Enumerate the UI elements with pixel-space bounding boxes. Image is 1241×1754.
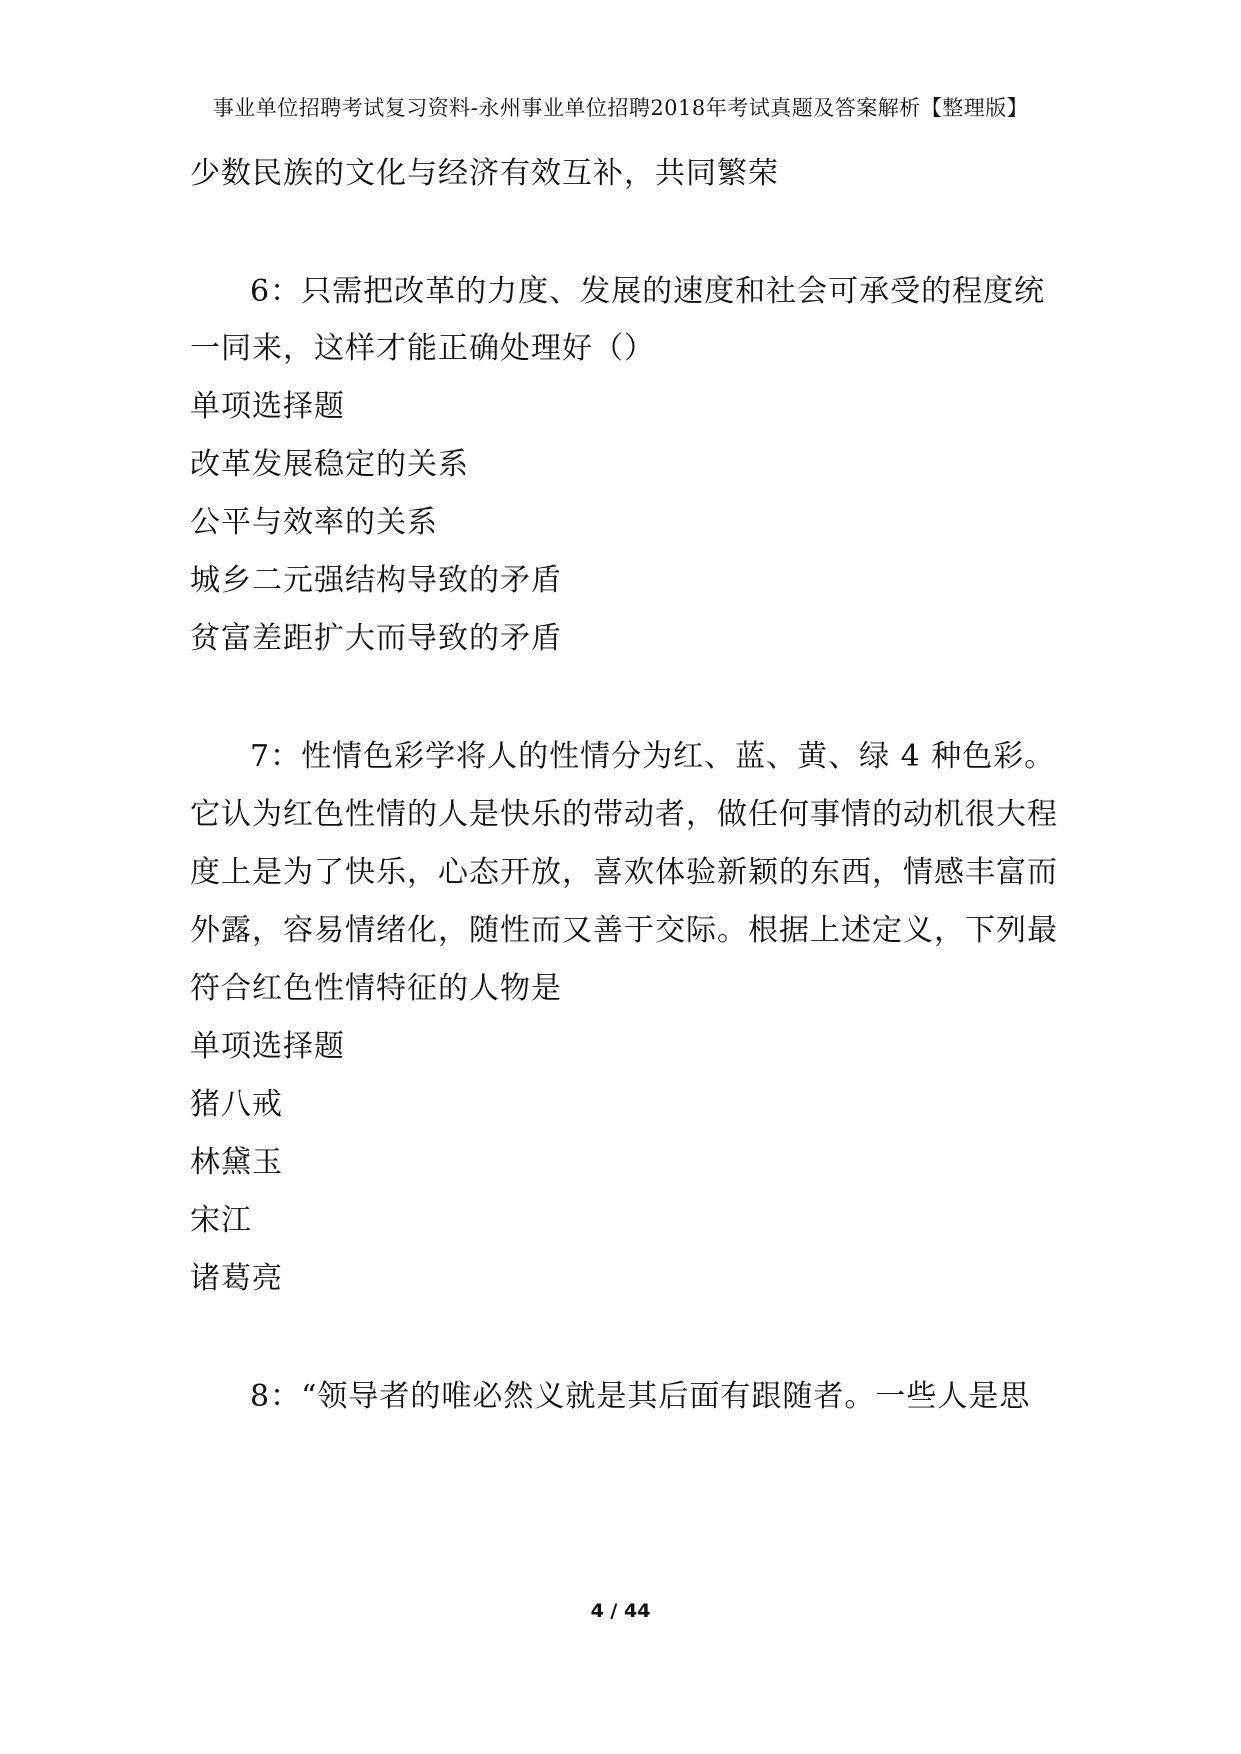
question-7-option: 诸葛亮	[190, 1261, 283, 1296]
question-6-option: 改革发展稳定的关系	[190, 447, 469, 482]
question-7-option: 宋江	[190, 1203, 252, 1238]
question-7-stem-line-3: 度上是为了快乐，心态开放，喜欢体验新颖的东西，情感丰富而	[190, 855, 1058, 890]
question-7-option: 猪八戒	[190, 1087, 283, 1122]
question-7-type: 单项选择题	[190, 1029, 345, 1064]
question-8-stem-line-1: 8：“领导者的唯必然义就是其后面有跟随者。一些人是思	[250, 1379, 1031, 1414]
question-7-option: 林黛玉	[190, 1145, 283, 1180]
question-7-stem-line-1: 7：性情色彩学将人的性情分为红、蓝、黄、绿 4 种色彩。	[250, 739, 1056, 774]
question-7-stem-line-2: 它认为红色性情的人是快乐的带动者，做任何事情的动机很大程	[190, 797, 1058, 832]
page-number: 4 / 44	[590, 1600, 651, 1622]
page-header: 事业单位招聘考试复习资料-永州事业单位招聘2018年考试真题及答案解析【整理版】	[212, 96, 1029, 120]
question-6-type: 单项选择题	[190, 389, 345, 424]
continuation-text: 少数民族的文化与经济有效互补，共同繁荣	[190, 156, 779, 191]
question-7-stem-line-4: 外露，容易情绪化，随性而又善于交际。根据上述定义，下列最	[190, 913, 1058, 948]
question-6-option: 城乡二元强结构导致的矛盾	[190, 563, 562, 598]
question-6-stem-line-2: 一同来，这样才能正确处理好（）	[190, 331, 655, 366]
question-6-stem-line-1: 6：只需把改革的力度、发展的速度和社会可承受的程度统	[250, 274, 1046, 309]
question-7-stem-line-5: 符合红色性情特征的人物是	[190, 971, 562, 1006]
question-6-option: 贫富差距扩大而导致的矛盾	[190, 621, 562, 656]
question-6-option: 公平与效率的关系	[190, 505, 438, 540]
